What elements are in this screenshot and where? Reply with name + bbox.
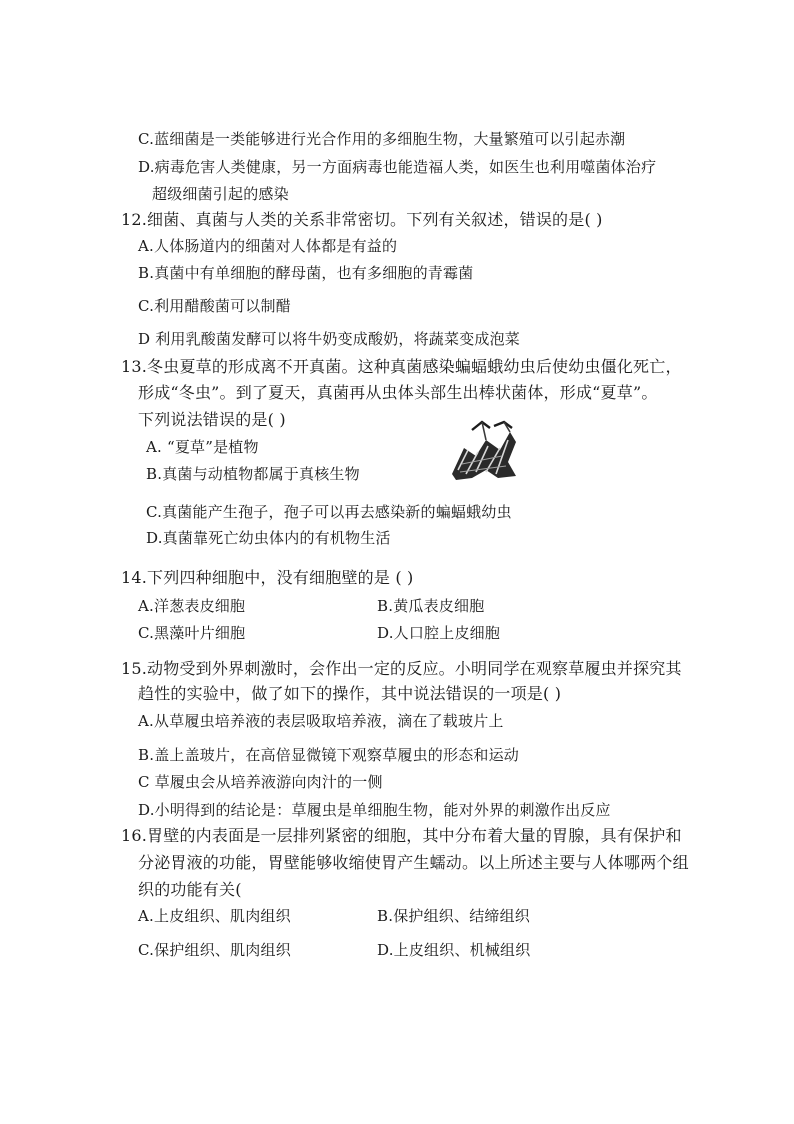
- q14-option-c: C.黑藻叶片细胞: [138, 624, 246, 642]
- q13-option-b: B.真菌与动植物都属于真核生物: [146, 465, 360, 483]
- q15-option-c: C 草履虫会从培养液游向肉汁的一侧: [138, 773, 383, 791]
- q14-stem: 14.下列四种细胞中，没有细胞壁的是 ( ): [121, 568, 414, 587]
- q12-option-c: C.利用醋酸菌可以制醋: [138, 297, 291, 315]
- q15-stem-line1: 15.动物受到外界刺激时，会作出一定的反应。小明同学在观察草履虫并探究其: [121, 659, 682, 678]
- q16-option-d: D.上皮组织、机械组织: [377, 941, 531, 959]
- q16-stem-line1: 16.胃壁的内表面是一层排列紧密的细胞，其中分布着大量的胃腺，具有保护和: [121, 826, 682, 845]
- q15-option-d: D.小明得到的结论是：草履虫是单细胞生物，能对外界的刺激作出反应: [138, 801, 611, 819]
- q16-option-c: C.保护组织、肌肉组织: [138, 941, 291, 959]
- q11-option-d-line2: 超级细菌引起的感染: [152, 185, 289, 203]
- q12-stem: 12.细菌、真菌与人类的关系非常密切。下列有关叙述，错误的是( ): [121, 210, 603, 229]
- q11-option-d-line1: D.病毒危害人类健康，另一方面病毒也能造福人类，如医生也利用噬菌体治疗: [138, 158, 657, 176]
- q16-stem-line2: 分泌胃液的功能，胃壁能够收缩使胃产生蠕动。以上所述主要与人体哪两个组: [138, 853, 689, 872]
- q16-option-b: B.保护组织、结缔组织: [377, 907, 530, 925]
- q13-option-d: D.真菌靠死亡幼虫体内的有机物生活: [146, 529, 391, 547]
- q13-option-a: A. “夏草”是植物: [146, 438, 259, 456]
- q14-option-a: A.洋葱表皮细胞: [138, 597, 246, 615]
- q13-stem-line2: 形成“冬虫”。到了夏天，真菌再从虫体头部生出棒状菌体，形成“夏草”。: [138, 383, 658, 402]
- q14-option-b: B.黄瓜表皮细胞: [377, 597, 485, 615]
- q15-option-a: A.从草履虫培养液的表层吸取培养液，滴在了载玻片上: [138, 712, 504, 730]
- q13-option-c: C.真菌能产生孢子，孢子可以再去感染新的蝙蝠蛾幼虫: [146, 503, 512, 521]
- q12-option-a: A.人体肠道内的细菌对人体都是有益的: [138, 237, 398, 255]
- q11-option-c: C.蓝细菌是一类能够进行光合作用的多细胞生物，大量繁殖可以引起赤潮: [138, 130, 626, 148]
- q14-option-d: D.人口腔上皮细胞: [377, 624, 501, 642]
- q13-stem-line3: 下列说法错误的是( ): [138, 410, 286, 429]
- q12-option-d: D 利用乳酸菌发酵可以将牛奶变成酸奶，将蔬菜变成泡菜: [138, 330, 520, 348]
- q15-option-b: B.盖上盖玻片，在高倍显微镜下观察草履虫的形态和运动: [138, 746, 519, 764]
- q15-stem-line2: 趋性的实验中，做了如下的操作，其中说法错误的一项是( ): [138, 684, 562, 703]
- q13-stem-line1: 13.冬虫夏草的形成离不开真菌。这种真菌感染蝙蝠蛾幼虫后使幼虫僵化死亡，: [121, 357, 682, 376]
- q12-option-b: B.真菌中有单细胞的酵母菌，也有多细胞的青霉菌: [138, 264, 474, 282]
- q16-option-a: A.上皮组织、肌肉组织: [138, 907, 291, 925]
- cordyceps-illustration: [446, 420, 520, 482]
- q16-stem-line3: 织的功能有关(: [138, 880, 242, 899]
